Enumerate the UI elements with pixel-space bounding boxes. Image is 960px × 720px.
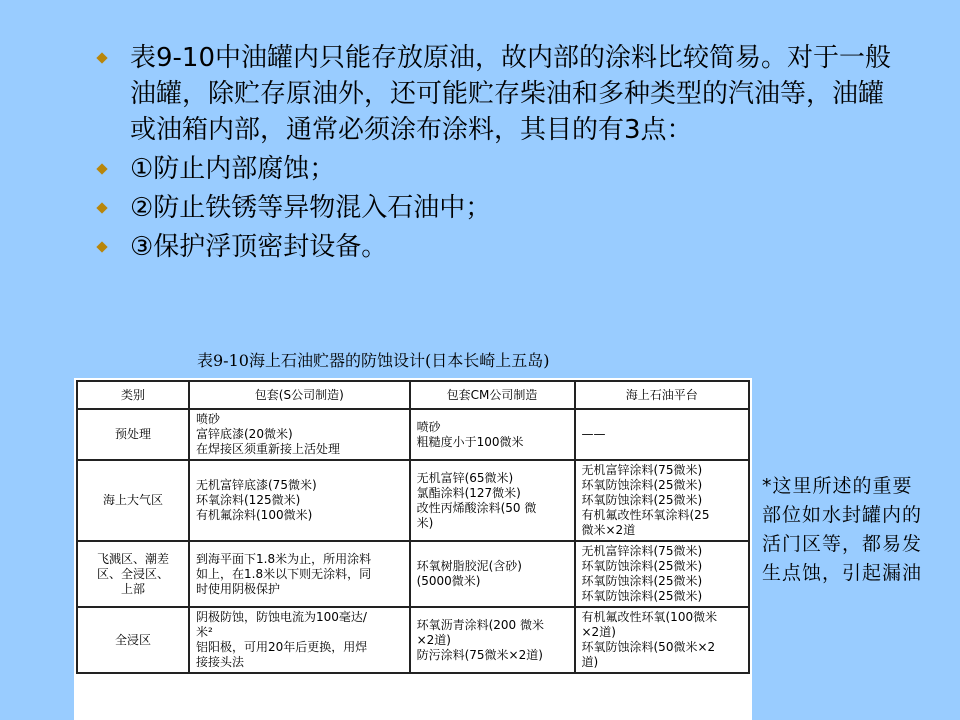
header-category: 类别 xyxy=(77,381,189,409)
bullet-text: ①防止内部腐蚀； xyxy=(130,154,336,184)
side-note: *这里所述的重要部位如水封罐内的活门区等，都易发生点蚀，引起漏油 xyxy=(762,475,923,584)
header-platform: 海上石油平台 xyxy=(575,381,750,409)
table-cell: 无机富锌涂料(75微米) 环氧防蚀涂料(25微米) 环氧防蚀涂料(25微米) 环氧防蚀涂料(25微米) xyxy=(575,541,750,607)
bullet-text: ②防止铁锈等异物混入石油中； xyxy=(130,193,492,223)
table-cell: 喷砂 粗糙度小于100微米 xyxy=(410,409,575,460)
table-cell: 到海平面下1.8米为止，所用涂料 如上，在1.8米以下则无涂料，同 时使用阴极保护 xyxy=(189,541,410,607)
diamond-bullet-icon xyxy=(96,163,107,174)
bullet-item xyxy=(92,229,892,265)
table-cell: 阴极防蚀，防蚀电流为100毫达/ 米² 铝阳极，可用20年后更换，用焊 接接头法 xyxy=(189,607,410,673)
bullet-item xyxy=(92,190,892,226)
table-cell: 无机富锌(65微米) 氯酯涂料(127微米) 改性丙烯酸涂料(50 微 米) xyxy=(410,460,575,541)
category-cell: 飞溅区、潮差 区、全浸区、 上部 xyxy=(77,541,189,607)
table-cell: 无机富锌涂料(75微米) 环氧防蚀涂料(25微米) 环氧防蚀涂料(25微米) 有机氟改性环氧涂料(25 微米×2道 xyxy=(575,460,750,541)
bullet-text: 表9-10中油罐内只能存放原油，故内部的涂料比较简易。对于一般油罐，除贮存原油外，还可能贮存柴油和多种类型的汽油等，油罐或油箱内部，通常必须涂布涂料，其目的有3点： xyxy=(130,43,892,145)
table-header-row xyxy=(77,381,749,409)
table-row xyxy=(77,409,749,460)
diamond-bullet-icon xyxy=(96,241,107,252)
category-cell: 全浸区 xyxy=(77,607,189,673)
category-cell: 预处理 xyxy=(77,409,189,460)
header-cm-company: 包套CM公司制造 xyxy=(410,381,575,409)
table-row xyxy=(77,460,749,541)
table-row xyxy=(77,541,749,607)
table-cell: 有机氟改性环氧(100微米 ×2道) 环氧防蚀涂料(50微米×2 道) xyxy=(575,607,750,673)
table-cell: —— xyxy=(575,409,750,460)
bullet-list xyxy=(92,40,892,268)
diamond-bullet-icon xyxy=(96,52,107,63)
table-image xyxy=(74,378,752,720)
table-row xyxy=(77,607,749,673)
table-cell: 喷砂 富锌底漆(20微米) 在焊接区须重新接上活处理 xyxy=(189,409,410,460)
bullet-text: ③保护浮顶密封设备。 xyxy=(130,232,388,262)
table-cell: 无机富锌底漆(75微米) 环氧涂料(125微米) 有机氟涂料(100微米) xyxy=(189,460,410,541)
category-cell: 海上大气区 xyxy=(77,460,189,541)
diamond-bullet-icon xyxy=(96,202,107,213)
header-s-company: 包套(S公司制造) xyxy=(189,381,410,409)
table-cell: 环氧树脂胶泥(含砂) (5000微米) xyxy=(410,541,575,607)
bullet-item xyxy=(92,40,892,148)
table-cell: 环氧沥青涂料(200 微米 ×2道) 防污涂料(75微米×2道) xyxy=(410,607,575,673)
corrosion-table xyxy=(76,380,750,674)
table-caption: 表9-10海上石油贮器的防蚀设计(日本长崎上五岛) xyxy=(197,351,550,370)
bullet-item xyxy=(92,151,892,187)
